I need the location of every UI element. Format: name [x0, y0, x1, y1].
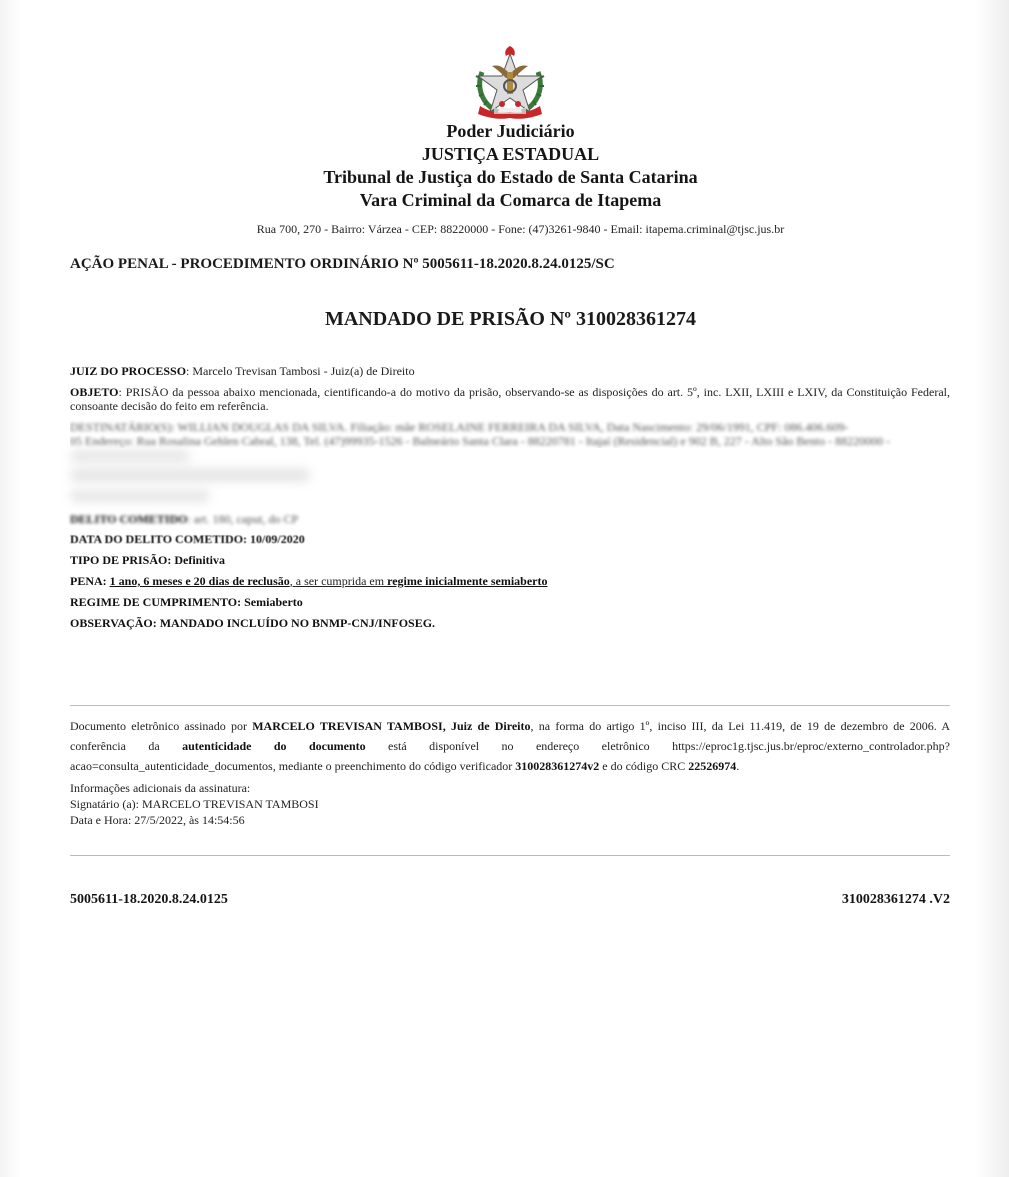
- destinatario-text-1: DESTINATÁRIO(S): WILLIAN DOUGLAS DA SILVA. Filiação: mãe ROSELAINE FERREIRA DA SILVA, Data Nascimento: 29/06/1991, CPF: 086.406.609-: [70, 420, 849, 434]
- field-delito: [70, 512, 950, 526]
- field-pena-label: PENA:: [70, 574, 107, 588]
- signature-info-title: Informações adicionais da assinatura:: [70, 781, 251, 795]
- verification-code: 310028361274v2: [515, 759, 600, 773]
- crc-code: 22526974: [688, 759, 737, 773]
- redaction-block: [70, 490, 210, 502]
- redaction-block: [70, 450, 190, 462]
- field-pena: [70, 574, 950, 588]
- signature-text: , na forma do artigo 1º, inciso III, da Lei 11.419, de 19 de dezembro de 2006. A conferência da: [70, 719, 950, 753]
- field-destinatario-line2: [70, 434, 950, 448]
- signature-paragraph: [70, 716, 950, 776]
- field-observacao-text: OBSERVAÇÃO: MANDADO INCLUÍDO NO BNMP-CNJ/INFOSEG.: [70, 616, 436, 630]
- field-pena-regime: regime inicialmente semiaberto: [387, 574, 548, 588]
- field-pena-connector: , a ser cumprida em: [289, 574, 388, 588]
- footer-process-number: 5005611-18.2020.8.24.0125: [70, 892, 228, 907]
- signature-text: está disponível no endereço eletrônico https://eproc1g.tjsc.jus.br/eproc/externo_controlador.php?acao=consulta_autenticidade_documentos, mediante o preenchimento do código verificador: [70, 739, 950, 773]
- field-delito-label: DELITO COMETIDO: [70, 512, 188, 526]
- field-destinatario-line1: [70, 420, 950, 434]
- field-objeto-value: : PRISÃO da pessoa abaixo mencionada, cientificando-a do motivo da prisão, observando-se as disposições do art. 5º, inc. LXII, LXIII e LXIV, da Constituição Federal, consoante decisão do feito em referência.: [70, 385, 950, 413]
- field-data-delito: [70, 532, 950, 546]
- acao-penal-heading: AÇÃO PENAL - PROCEDIMENTO ORDINÁRIO Nº 5005611-18.2020.8.24.0125/SC: [70, 256, 615, 272]
- mandado-title: MANDADO DE PRISÃO Nº 310028361274: [324, 308, 697, 330]
- field-tipo-label: TIPO DE PRISÃO: [70, 553, 168, 567]
- destinatario-text-2: 05 Endereço: Rua Rosalina Gehlen Cabral, 138, Tel. (47)99935-1526 - Balneário Santa Clara - 88220781 - Itajaí (Residencial) e 902 B, 227 - Alto São Bento - 88220000 -: [70, 434, 891, 448]
- field-regime-label: REGIME DE CUMPRIMENTO: [70, 595, 238, 609]
- signature-text: e do código CRC: [599, 759, 689, 773]
- signature-signatario: Signatário (a): MARCELO TREVISAN TAMBOSI: [70, 797, 319, 811]
- header-vara: Vara Criminal da Comarca de Itapema: [359, 190, 662, 210]
- field-tipo-value: : Definitiva: [167, 553, 226, 567]
- header-poder-judiciario: Poder Judiciário: [446, 121, 575, 141]
- header-justica-estadual: JUSTIÇA ESTADUAL: [421, 144, 600, 164]
- authenticity-label: autenticidade do documento: [182, 739, 366, 753]
- field-observacao: [70, 616, 950, 630]
- coat-of-arms-emblem: [472, 42, 548, 120]
- signature-datetime: Data e Hora: 27/5/2022, às 14:54:56: [70, 813, 245, 827]
- field-data-delito-value: : 10/09/2020: [243, 532, 305, 546]
- footer-document-code: 310028361274 .V2: [841, 892, 950, 907]
- field-data-delito-label: DATA DO DELITO COMETIDO: [70, 532, 244, 546]
- field-regime: [70, 595, 950, 609]
- field-juiz: [70, 364, 950, 378]
- field-delito-value: : art. 180, caput, do CP: [187, 512, 299, 526]
- field-objeto: [70, 385, 950, 413]
- field-regime-value: : Semiaberto: [237, 595, 303, 609]
- field-objeto-label: OBJETO: [70, 385, 119, 399]
- divider: [70, 705, 950, 706]
- field-juiz-label: JUIZ DO PROCESSO: [70, 364, 187, 378]
- signature-text: Documento eletrônico assinado por: [70, 719, 253, 733]
- signature-text: .: [736, 759, 740, 773]
- redaction-block: [70, 468, 310, 482]
- field-pena-duration: 1 ano, 6 meses e 20 dias de reclusão: [109, 574, 290, 588]
- court-address: Rua 700, 270 - Bairro: Várzea - CEP: 88220000 - Fone: (47)3261-9840 - Email: itapema.criminal@tjsc.jus.br: [256, 222, 785, 236]
- field-juiz-value: : Marcelo Trevisan Tambosi - Juiz(a) de Direito: [186, 364, 415, 378]
- header-tribunal: Tribunal de Justiça do Estado de Santa Catarina: [323, 167, 698, 187]
- signer-name: MARCELO TREVISAN TAMBOSI, Juiz de Direito: [252, 719, 531, 733]
- divider: [70, 855, 950, 856]
- field-tipo-prisao: [70, 553, 950, 567]
